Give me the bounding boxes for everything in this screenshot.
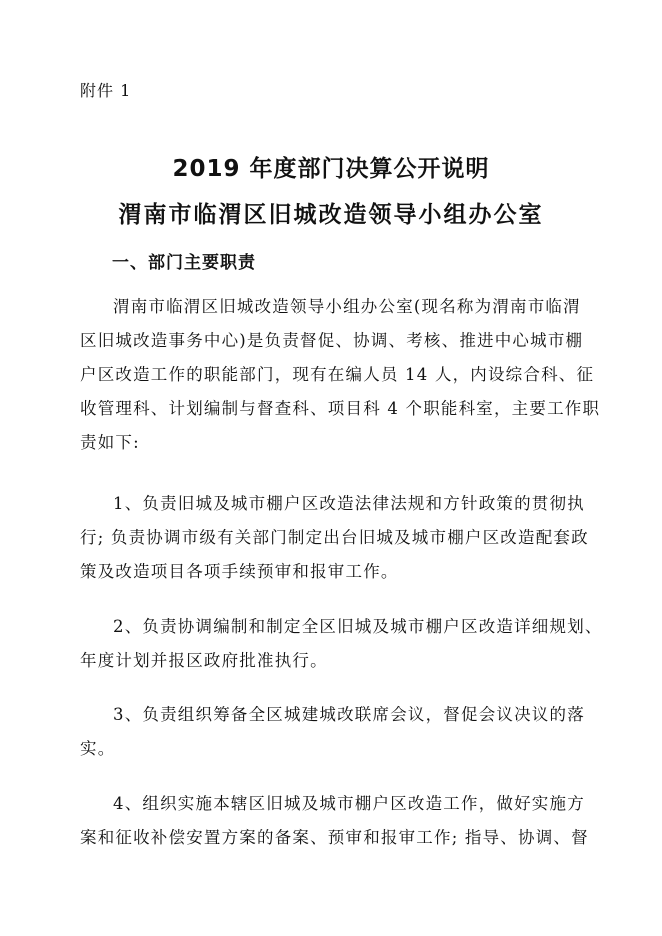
paragraph-line: 户区改造工作的职能部门，现有在编人员 14 人，内设综合科、征 bbox=[80, 365, 595, 384]
paragraph-line: 2、负责协调编制和制定全区旧城及城市棚户区改造详细规划、 bbox=[113, 617, 603, 636]
paragraph-duty-1 bbox=[80, 487, 590, 589]
paragraph-line: 年度计划并报区政府批准执行。 bbox=[80, 651, 328, 670]
paragraph-duty-3 bbox=[80, 698, 590, 766]
section-heading: 一、部门主要职责 bbox=[112, 253, 256, 273]
paragraph-duty-2 bbox=[80, 610, 603, 678]
paragraph-duty-4 bbox=[80, 787, 590, 855]
paragraph-line: 实。 bbox=[80, 739, 116, 758]
paragraph-line: 1、负责旧城及城市棚户区改造法律法规和方针政策的贯彻执 bbox=[113, 494, 585, 513]
paragraph-intro bbox=[80, 290, 601, 460]
paragraph-line: 渭南市临渭区旧城改造领导小组办公室(现名称为渭南市临渭 bbox=[113, 297, 581, 316]
paragraph-line: 责如下: bbox=[80, 433, 140, 452]
document-subtitle: 渭南市临渭区旧城改造领导小组办公室 bbox=[118, 202, 544, 228]
paragraph-line: 策及改造项目各项手续预审和报审工作。 bbox=[80, 562, 399, 581]
paragraph-line: 4、组织实施本辖区旧城及城市棚户区改造工作，做好实施方 bbox=[113, 794, 585, 813]
document-title: 2019 年度部门决算公开说明 bbox=[172, 156, 490, 182]
paragraph-line: 收管理科、计划编制与督查科、项目科 4 个职能科室，主要工作职 bbox=[80, 399, 601, 418]
paragraph-line: 3、负责组织筹备全区城建城改联席会议，督促会议决议的落 bbox=[113, 705, 585, 724]
attachment-label: 附件 1 bbox=[80, 81, 132, 100]
paragraph-line: 区旧城改造事务中心)是负责督促、协调、考核、推进中心城市棚 bbox=[80, 331, 584, 350]
paragraph-line: 行; 负责协调市级有关部门制定出台旧城及城市棚户区改造配套政 bbox=[80, 528, 589, 547]
paragraph-line: 案和征收补偿安置方案的备案、预审和报审工作; 指导、协调、督 bbox=[80, 828, 589, 847]
